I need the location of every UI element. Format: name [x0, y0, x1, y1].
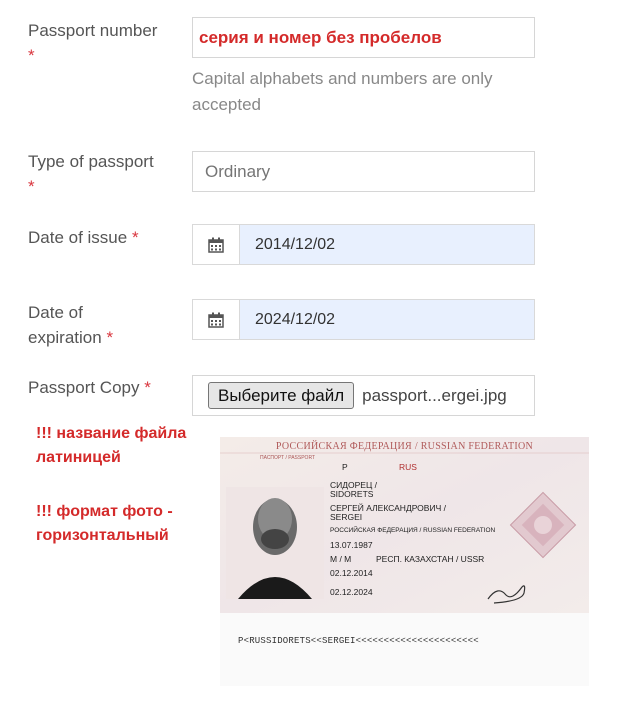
- passport-birth-place: РЕСП. КАЗАХСТАН / USSR: [376, 554, 485, 564]
- passport-copy-field: [192, 375, 535, 416]
- passport-surname-lat: SIDORETS: [330, 489, 374, 499]
- passport-type-label: [28, 149, 154, 199]
- calendar-icon: [208, 237, 224, 253]
- passport-mrz-line: P<RUSSIDORETS<<SERGEI<<<<<<<<<<<<<<<<<<<<<<: [238, 636, 479, 646]
- note-horizontal-format-line2: горизонтальный: [36, 527, 169, 544]
- note-latin-filename: [36, 422, 186, 470]
- passport-birth-date: 13.07.1987: [330, 540, 373, 550]
- date-of-issue-field[interactable]: [192, 224, 535, 265]
- note-latin-filename-line2: латиницей: [36, 449, 121, 466]
- passport-copy-label-text: Passport Copy: [28, 378, 140, 397]
- passport-header: РОССИЙСКАЯ ФЕДЕРАЦИЯ / RUSSIAN FEDERATION: [275, 441, 534, 452]
- passport-number-field[interactable]: [192, 17, 535, 58]
- note-horizontal-format-line1: !!! формат фото -: [36, 503, 173, 520]
- choose-file-button[interactable]: Выберите файл: [208, 382, 354, 409]
- date-of-issue-label-text: Date of issue: [28, 228, 128, 247]
- required-asterisk: *: [131, 228, 139, 247]
- passport-given-cyr: СЕРГЕЙ АЛЕКСАНДРОВИЧ /: [330, 503, 446, 513]
- date-of-issue-value[interactable]: 2014/12/02: [240, 225, 534, 264]
- passport-sample-image: [220, 437, 589, 686]
- passport-nationality: РОССИЙСКАЯ ФЕДЕРАЦИЯ / RUSSIAN FEDERATION: [330, 527, 496, 534]
- passport-issue-date: 02.12.2014: [330, 568, 373, 578]
- date-of-expiration-label-line2: expiration: [28, 328, 102, 347]
- passport-number-label-text: Passport number: [28, 21, 158, 40]
- required-asterisk: *: [106, 328, 114, 347]
- passport-given-lat: SERGEI: [330, 512, 363, 522]
- passport-code-value: RUS: [399, 462, 417, 472]
- passport-surname-cyr: СИДОРЕЦ /: [330, 480, 377, 490]
- passport-type-value: P: [342, 462, 348, 472]
- passport-number-input[interactable]: [193, 18, 534, 57]
- required-asterisk: *: [144, 378, 151, 397]
- passport-sex: M / M: [330, 554, 352, 564]
- passport-expiry-date: 02.12.2024: [330, 587, 373, 597]
- note-latin-filename-line1: !!! название файла: [36, 425, 187, 442]
- note-horizontal-format: [36, 500, 173, 548]
- date-of-expiration-calendar-button[interactable]: [193, 300, 240, 339]
- selected-file-name: passport...ergei.jpg: [362, 385, 507, 405]
- calendar-icon: [208, 312, 224, 328]
- passport-number-help: Capital alphabets and numbers are only accepted: [192, 69, 493, 114]
- passport-type-label-text: Type of passport: [28, 152, 154, 171]
- passport-number-label: [28, 18, 157, 68]
- date-of-expiration-value[interactable]: 2024/12/02: [240, 300, 534, 339]
- date-of-expiration-field[interactable]: [192, 299, 535, 340]
- passport-type-label-small: ПАСПОРТ / PASSPORT: [260, 455, 316, 461]
- date-of-issue-calendar-button[interactable]: [193, 225, 240, 264]
- date-of-issue-label: [28, 225, 139, 250]
- date-of-expiration-label-line1: Date of: [28, 303, 83, 322]
- passport-copy-label: [28, 375, 151, 400]
- required-asterisk: *: [28, 177, 35, 196]
- passport-type-input[interactable]: [193, 152, 534, 191]
- required-asterisk: *: [28, 46, 35, 65]
- date-of-expiration-label: [28, 300, 113, 350]
- passport-type-field[interactable]: [192, 151, 535, 192]
